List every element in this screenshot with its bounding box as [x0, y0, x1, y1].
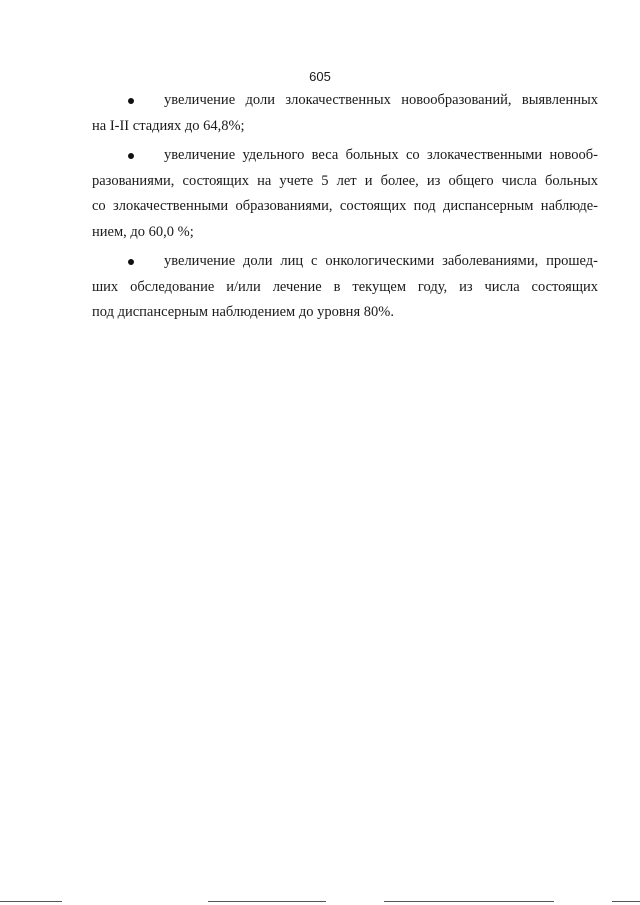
list-item-line: ших обследование и/или лечение в текущем году, из числа состоящих	[92, 278, 598, 295]
scan-edge-line	[208, 901, 326, 902]
scan-edge-line	[612, 901, 640, 902]
page-number: 605	[309, 69, 331, 84]
scan-edge-line	[384, 901, 554, 902]
list-item-line: увеличение удельного веса больных со злокачественными новооб-	[164, 147, 598, 163]
list-item-line: со злокачественными образованиями, состоящих под диспансерным наблюде-	[92, 198, 598, 214]
bullet-icon	[128, 259, 134, 265]
list-item-line: увеличение доли лиц с онкологическими заболеваниями, прошед-	[164, 253, 598, 269]
list-item	[92, 88, 598, 139]
list-item-line: увеличение доли злокачественных новообразований, выявленных	[164, 92, 598, 108]
bullet-icon	[128, 98, 134, 104]
list-item-line: под диспансерным наблюдением до уровня 80%.	[92, 304, 394, 320]
list-item	[92, 249, 598, 326]
document-body	[92, 88, 598, 330]
scan-edge-line	[0, 901, 62, 902]
list-item-line: на I-II стадиях до 64,8%;	[92, 117, 245, 134]
list-item	[92, 143, 598, 245]
list-item-line: разованиями, состоящих на учете 5 лет и более, из общего числа больных	[92, 172, 598, 189]
list-item-line: нием, до 60,0 %;	[92, 223, 194, 240]
bullet-icon	[128, 153, 134, 159]
